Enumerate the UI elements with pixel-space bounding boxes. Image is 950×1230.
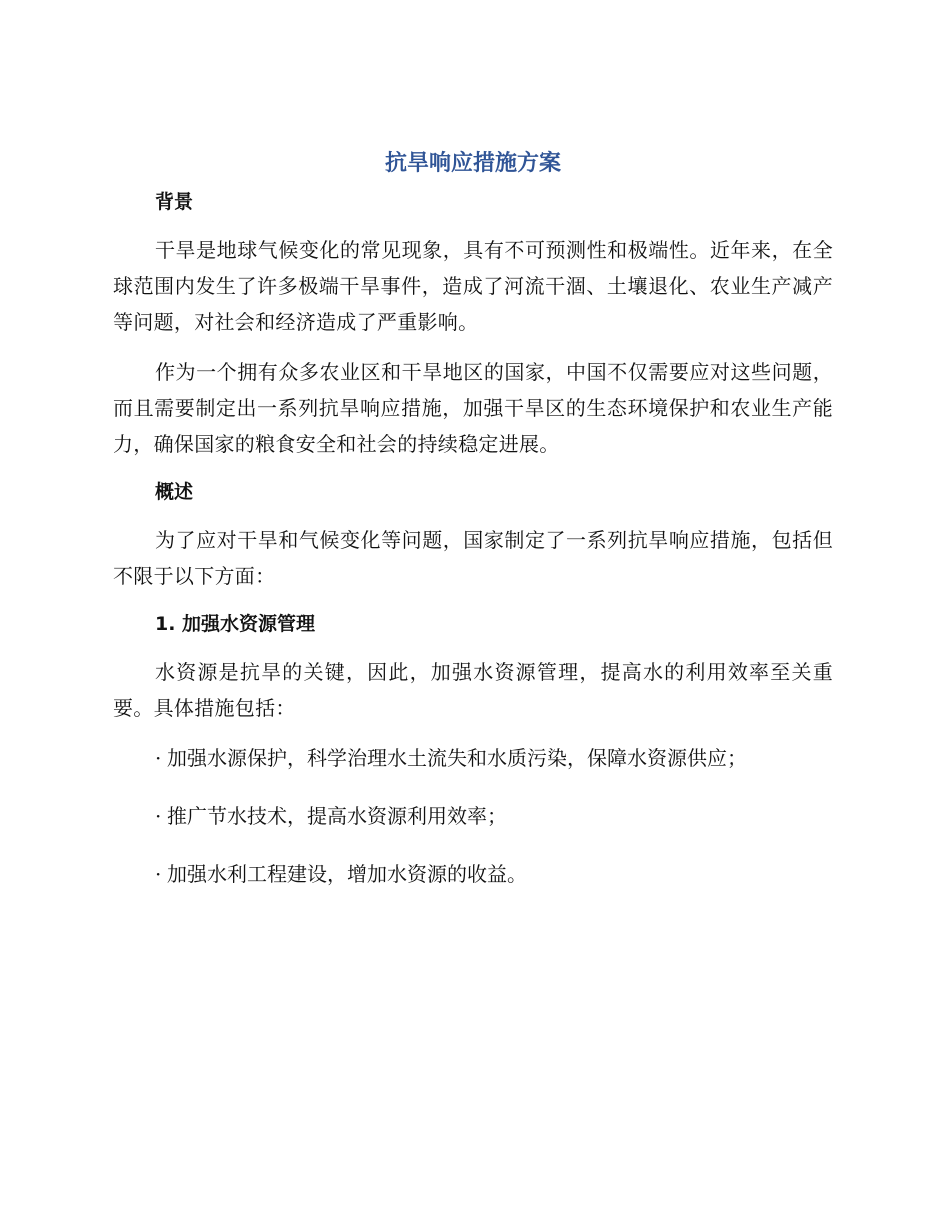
document-body: [113, 146, 833, 914]
paragraph: 干旱是地球气候变化的常见现象，具有不可预测性和极端性。近年来，在全球范围内发生了许多极端干旱事件，造成了河流干涸、土壤退化、农业生产减产等问题，对社会和经济造成了严重影响。: [113, 238, 833, 334]
bullet-dot-icon: ·: [155, 862, 162, 886]
paragraph: 作为一个拥有众多农业区和干旱地区的国家，中国不仅需要应对这些问题，而且需要制定出一系列抗旱响应措施，加强干旱区的生态环境保护和农业生产能力，确保国家的粮食安全和社会的持续稳定进展。: [113, 360, 833, 456]
section-heading-water-management: 1. 加强水资源管理: [155, 613, 316, 635]
paragraph: 为了应对干旱和气候变化等问题，国家制定了一系列抗旱响应措施，包括但不限于以下方面：: [113, 528, 833, 588]
section-heading-background: 背景: [155, 191, 194, 213]
bullet-text: 加强水源保护，科学治理水土流失和水质污染，保障水资源供应；: [167, 746, 747, 770]
paragraph: 水资源是抗旱的关键，因此，加强水资源管理，提高水的利用效率至关重要。具体措施包括：: [113, 660, 833, 720]
bullet-dot-icon: ·: [155, 804, 162, 828]
bullet-item: [113, 856, 833, 892]
bullet-text: 加强水利工程建设，增加水资源的收益。: [167, 862, 527, 886]
document-title: 抗旱响应措施方案: [384, 151, 561, 176]
bullet-item: [113, 740, 833, 776]
bullet-dot-icon: ·: [155, 746, 162, 770]
bullet-item: [113, 798, 833, 834]
bullet-text: 推广节水技术，提高水资源利用效率；: [167, 804, 507, 828]
section-heading-overview: 概述: [155, 481, 194, 503]
